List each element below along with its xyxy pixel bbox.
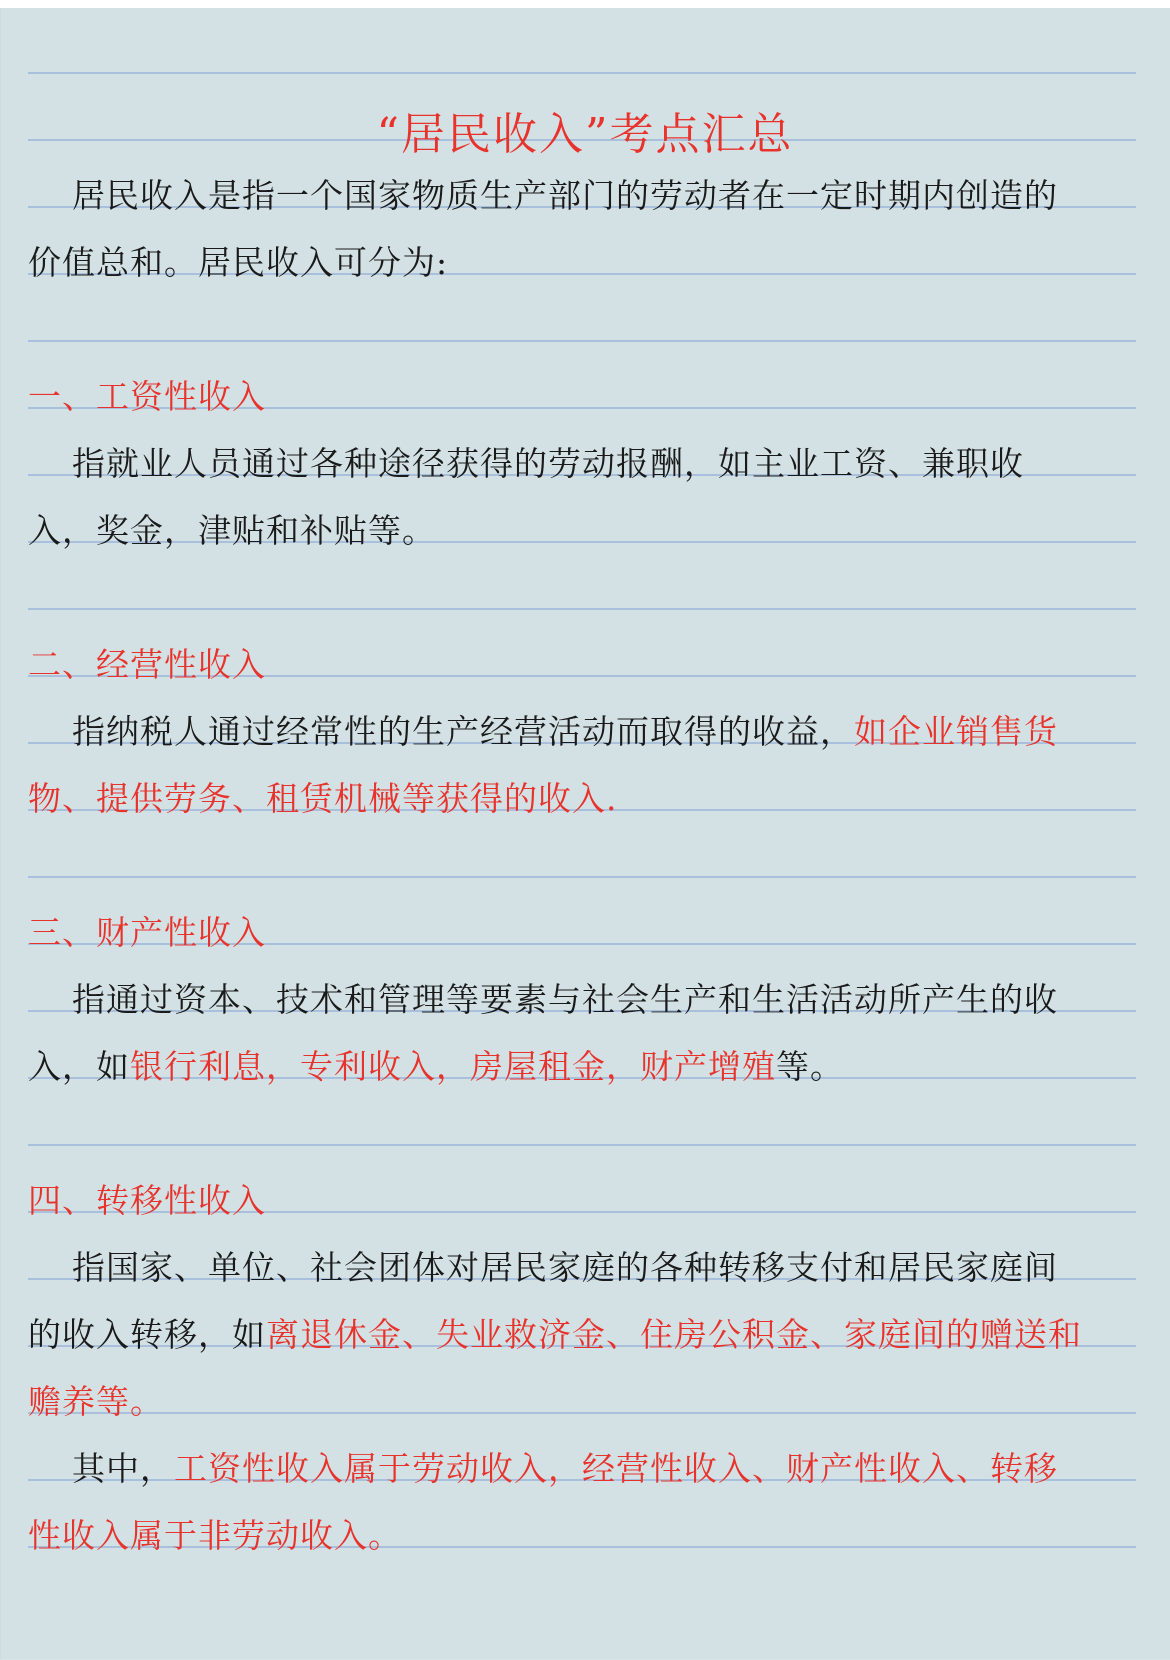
summary-line-1 <box>72 1449 1140 1489</box>
intro-line-2: 价值总和。居民收入可分为: <box>28 243 449 282</box>
summary-line-1-text: 其中， <box>72 1449 174 1488</box>
section-2-line-1-text: 指纳税人通过经常性的生产经营活动而取得的收益， <box>72 712 854 751</box>
section-2-line-2: 物、提供劳务、租赁机械等获得的收入. <box>28 779 618 818</box>
page-title: “居民收入”考点汇总 <box>376 109 794 160</box>
summary-line-2: 性收入属于非劳动收入。 <box>28 1516 402 1555</box>
section-4-heading: 四、转移性收入 <box>28 1181 266 1220</box>
section-3-line-2 <box>28 1047 1140 1087</box>
section-2-line-1 <box>72 712 1140 752</box>
section-3-line-2-highlight: 银行利息，专利收入，房屋租金，财产增殖 <box>130 1047 776 1086</box>
section-3-heading: 三、财产性收入 <box>28 913 266 952</box>
notebook-sheet <box>0 8 1170 1660</box>
ruled-line <box>28 72 1136 74</box>
intro-line-1: 居民收入是指一个国家物质生产部门的劳动者在一定时期内创造的 <box>72 176 1058 215</box>
section-2-heading: 二、经营性收入 <box>28 645 266 684</box>
section-4-line-1: 指国家、单位、社会团体对居民家庭的各种转移支付和居民家庭间 <box>72 1248 1058 1287</box>
ruled-line <box>28 876 1136 878</box>
section-3-line-2-text-b: 等。 <box>776 1047 844 1086</box>
summary-line-1-highlight: 工资性收入属于劳动收入，经营性收入、财产性收入、转移 <box>174 1449 1058 1488</box>
section-1-line-1: 指就业人员通过各种途径获得的劳动报酬，如主业工资、兼职收 <box>72 444 1024 483</box>
section-2-line-1-highlight: 如企业销售货 <box>854 712 1058 751</box>
section-4-line-2 <box>28 1315 1140 1355</box>
ruled-line <box>28 1144 1136 1146</box>
section-4-line-2-text: 的收入转移，如 <box>28 1315 266 1354</box>
section-1-heading: 一、工资性收入 <box>28 377 266 416</box>
ruled-line <box>28 340 1136 342</box>
ruled-line <box>28 608 1136 610</box>
section-4-line-2-highlight: 离退休金、失业救济金、住房公积金、家庭间的赠送和 <box>266 1315 1082 1354</box>
section-4-line-3: 赡养等。 <box>28 1382 164 1421</box>
section-1-line-2: 入，奖金，津贴和补贴等。 <box>28 511 436 550</box>
section-3-line-1: 指通过资本、技术和管理等要素与社会生产和生活活动所产生的收 <box>72 980 1058 1019</box>
section-3-line-2-text-a: 入，如 <box>28 1047 130 1086</box>
